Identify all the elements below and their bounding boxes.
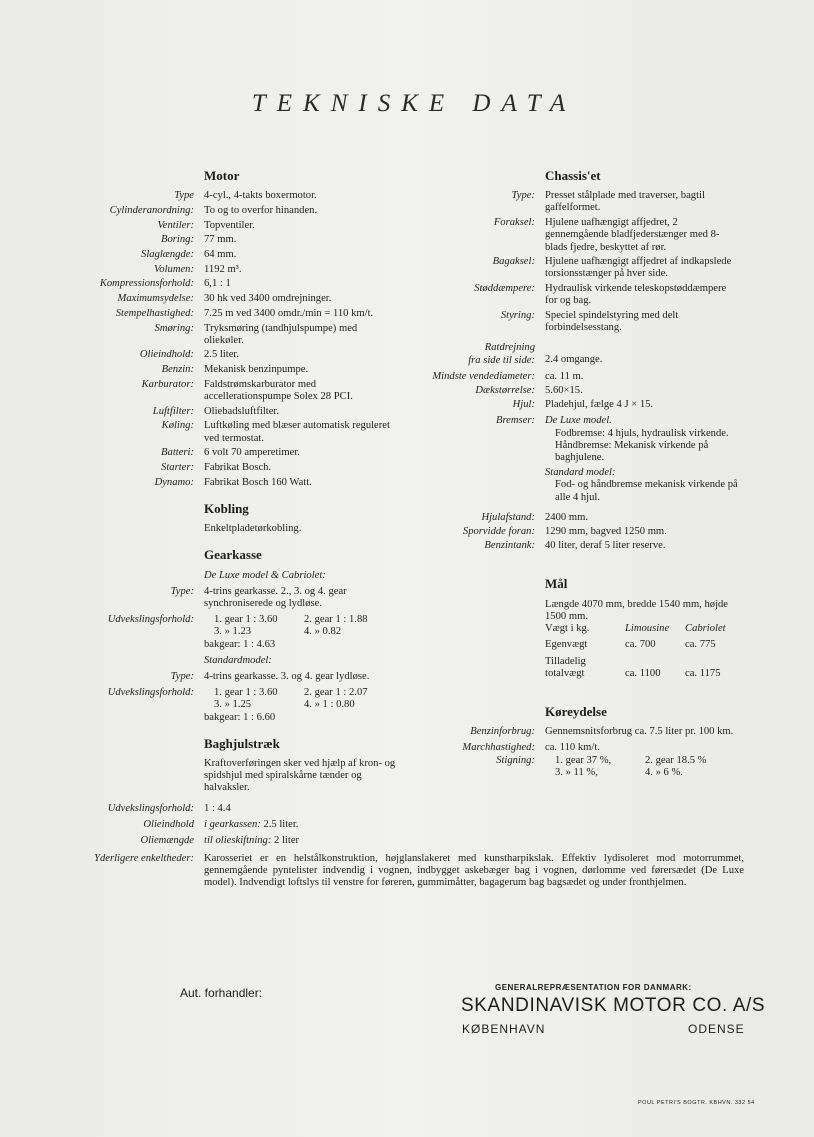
spec-label: Batteri:	[161, 447, 194, 459]
spec-row	[0, 293, 400, 305]
spec-row	[0, 190, 400, 202]
spec-value: Pladehjul, fælge 4 J × 15.	[545, 399, 654, 411]
spec-label: Type:	[170, 671, 194, 682]
right-column	[408, 170, 814, 779]
weight-label: Egenvægt	[545, 639, 588, 651]
spec-label: Hjulafstand:	[481, 511, 535, 523]
dealer-label: Aut. forhandler:	[180, 986, 263, 1000]
spec-label: Dynamo:	[154, 476, 194, 488]
spec-row	[408, 399, 814, 411]
brakes-standard-subheading: Standard model:	[545, 467, 616, 479]
spec-value: 2.4 omgange.	[545, 354, 603, 366]
spec-label: Type:	[511, 190, 535, 202]
spec-value: 5.60×15.	[545, 385, 583, 397]
city-right: ODENSE	[688, 1022, 745, 1036]
spec-row	[0, 447, 400, 459]
spec-label: Type	[174, 190, 194, 202]
spec-label: Cylinderanordning:	[109, 204, 194, 216]
spec-value: Luftkøling med blæser automatisk reguleret ved termostat.	[204, 420, 390, 444]
gear-ratio-grid	[204, 687, 396, 711]
spec-value: 64 mm.	[204, 249, 237, 261]
weight-row	[545, 639, 814, 651]
maal-text: Længde 4070 mm, bredde 1540 mm, højde 1500 mm.	[545, 598, 729, 622]
spec-row	[408, 283, 814, 307]
spec-label: Starter:	[161, 462, 194, 474]
spec-label: Type:	[170, 585, 194, 597]
turning-label-line: Ratdrejning	[484, 342, 535, 354]
spec-label: Luftfilter:	[152, 405, 194, 417]
spec-value: 40 liter, deraf 5 liter reserve.	[545, 540, 666, 552]
general-representation: GENERALREPRÆSENTATION FOR DANMARK:	[495, 983, 692, 992]
spec-label: Hjul:	[512, 399, 535, 411]
weight-limousine: ca. 1100	[625, 667, 661, 679]
gear-ratio: 2. gear 1 : 2.07	[304, 687, 368, 699]
spec-label: Benzinforbrug:	[470, 726, 535, 738]
motor-spec-list	[0, 190, 400, 489]
gear-ratio-block	[204, 614, 396, 651]
turning-label-line: fra side til side:	[468, 354, 535, 366]
weight-row	[545, 656, 814, 680]
city-left: KØBENHAVN	[462, 1022, 546, 1036]
spec-label: Dækstørrelse:	[475, 385, 535, 397]
spec-value: 2400 mm.	[545, 511, 588, 523]
chassis-spec-list	[408, 190, 814, 334]
reverse-gear: bakgear: 1 : 6.60	[204, 711, 276, 723]
oil-value: 2.5 liter.	[263, 818, 299, 830]
brakes-deluxe-subheading: De Luxe model.	[545, 415, 612, 427]
spec-row	[408, 310, 814, 334]
spec-row	[0, 323, 400, 347]
baghjulstraek-heading: Baghjulstræk	[204, 735, 280, 751]
spec-label: Boring:	[161, 234, 194, 246]
spec-label: Bremser:	[495, 415, 535, 427]
climb-value: 4. » 6 %.	[645, 766, 683, 778]
weight-header: Vægt i kg.	[545, 623, 590, 635]
spec-value: 4-trins gearkasse. 3. og 4. gear lydløse.	[204, 671, 370, 682]
spec-value: 1192 m³.	[204, 263, 242, 275]
spec-value: Oliebadsluftfilter.	[204, 405, 280, 417]
oilamount-prefix: til olieskiftning:	[204, 835, 272, 847]
spec-row	[0, 234, 400, 246]
gearkasse-heading: Gearkasse	[204, 547, 262, 563]
brakes-block	[545, 415, 741, 503]
chassis-spec-list-3	[408, 512, 814, 553]
motor-heading: Motor	[204, 168, 240, 183]
company-name: SKANDINAVISK MOTOR CO. A/S	[461, 995, 766, 1016]
spec-value: ca. 11 m.	[545, 370, 584, 382]
spec-row	[0, 420, 400, 444]
weight-limousine: ca. 700	[625, 639, 656, 651]
spec-label: Slaglængde:	[141, 249, 194, 261]
spec-row	[408, 256, 814, 280]
spec-value: Mekanisk benzinpumpe.	[204, 364, 309, 376]
spec-row	[0, 462, 400, 474]
spec-label: Maximumsydelse:	[117, 293, 194, 305]
spec-row	[0, 278, 400, 290]
chassis-heading: Chassis'et	[545, 168, 601, 183]
spec-row	[0, 364, 400, 376]
spec-value: 1290 mm, bagved 1250 mm.	[545, 526, 667, 538]
spec-label: Smøring:	[154, 322, 194, 334]
spec-label: Karburator:	[141, 378, 194, 390]
spec-row	[408, 190, 814, 214]
spec-value: Tryksmøring (tandhjulspumpe) med oliekøler.	[204, 322, 358, 346]
spec-label: Olieindhold	[143, 818, 194, 830]
brakes-hand: Håndbremse: Mekanisk virkende på baghjulene.	[555, 439, 709, 464]
spec-row	[408, 540, 814, 552]
spec-row	[408, 526, 814, 538]
oil-prefix: i gearkassen:	[204, 818, 261, 830]
left-column	[0, 170, 400, 847]
gear-ratio: 4. » 0.82	[304, 626, 342, 638]
weight-header: Limousine	[625, 623, 670, 635]
gear-ratio: 3. » 1.23	[214, 626, 252, 638]
spec-value: Topventiler.	[204, 219, 255, 231]
spec-row	[0, 205, 400, 217]
spec-value	[204, 819, 396, 831]
spec-label	[408, 342, 545, 366]
spec-label: Mindste vendediameter:	[432, 370, 535, 382]
spec-row	[0, 835, 400, 847]
spec-row	[0, 803, 400, 815]
spec-value: Hjulene uafhængigt affjedret af indkapslede torsionsstænger på hver side.	[545, 256, 732, 280]
spec-value: 6 volt 70 amperetimer.	[204, 447, 300, 459]
spec-value: ca. 110 km/t.	[545, 742, 600, 754]
spec-row	[408, 726, 814, 738]
spec-row	[0, 264, 400, 276]
koreydelse-heading: Køreydelse	[545, 703, 607, 719]
spec-row	[0, 349, 400, 361]
weight-label: Tilladelig totalvægt	[545, 655, 586, 679]
spec-label: Udvekslingsforhold:	[107, 614, 194, 626]
chassis-spec-list-2	[408, 371, 814, 412]
spec-value: 7.25 m ved 3400 omdr./min = 110 km/t.	[204, 307, 374, 319]
weight-header: Cabriolet	[685, 623, 726, 635]
baghjulstraek-text: Kraftoverføringen sker ved hjælp af kron- og spidshjul med spiralskårne tænder og halvaksler.	[204, 758, 396, 794]
spec-value: Speciel spindelstyring med delt forbindelsesstang.	[545, 310, 679, 334]
spec-row	[408, 342, 814, 366]
kobling-text: Enkeltpladetørkobling.	[204, 523, 302, 535]
gear-ratio: 3. » 1.25	[214, 699, 252, 711]
weight-cabriolet: ca. 1175	[685, 667, 721, 679]
weight-cabriolet: ca. 775	[685, 639, 716, 651]
spec-row	[0, 819, 400, 831]
spec-label: Køling:	[161, 420, 194, 432]
spec-row	[0, 406, 400, 418]
spec-value: To og to overfor hinanden.	[204, 204, 318, 216]
spec-label: Støddæmpere:	[474, 283, 535, 295]
gear-ratio: 4. » 1 : 0.80	[304, 699, 355, 711]
spec-label: Stempelhastighed:	[115, 307, 194, 319]
climb-grid	[545, 755, 741, 779]
spec-label: Sporvidde foran:	[462, 526, 535, 538]
gear-ratio: 2. gear 1 : 1.88	[304, 614, 368, 626]
spec-value: Faldstrømskarburator med accellerationspumpe Solex 28 PCI.	[204, 378, 353, 403]
spec-row	[408, 415, 814, 503]
spec-value: Presset stålplade med traverser, bagtil gaffelformet.	[545, 190, 705, 214]
gear-ratio-block	[204, 687, 396, 724]
spec-value: 4-trins gearkasse. 2., 3. og 4. gear synchroniserede og lydløse.	[204, 585, 347, 609]
extra-text: Karosseriet er en helstålkonstruktion, højglanslakeret med kunstharpikslak. Effektiv lydisoleret mod motorrummet, gennemgående pyntelister indvendig i vognen, indbygget askebæger bag i vognen, dørlomme ved førersædet (De Luxe model). Indvendigt loftslys til venstre for føreren, gummimåtter, bagagerum bag bagsædet og under fronthjelmen.	[204, 853, 744, 889]
spec-row	[0, 614, 400, 651]
spec-row	[0, 379, 400, 403]
gearkasse-deluxe-subheading: De Luxe model & Cabriolet:	[204, 569, 326, 581]
spec-value: Fabrikat Bosch.	[204, 462, 272, 474]
spec-value: Hjulene uafhængigt affjedret, 2 gennemgående bladfjederstænger med 8-blads fjedre, beskyttet af rør.	[545, 217, 720, 253]
spec-row	[408, 742, 814, 754]
spec-value: 30 hk ved 3400 omdrejninger.	[204, 293, 332, 305]
spec-label: Ventiler:	[157, 219, 194, 231]
spec-row	[408, 755, 814, 779]
spec-row	[408, 371, 814, 383]
page-title: TEKNISKE DATA	[251, 90, 577, 117]
brakes-standard-text: Fod- og håndbremse mekanisk virkende på alle 4 hjul.	[555, 479, 738, 503]
gear-ratio-grid	[204, 614, 396, 638]
spec-label: Marchhastighed:	[462, 742, 535, 754]
spec-label: Styring:	[500, 310, 535, 322]
spec-value: 4-cyl., 4-takts boxermotor.	[204, 190, 317, 202]
spec-label: Benzintank:	[484, 540, 535, 552]
spec-value	[204, 835, 396, 847]
spec-value: 2.5 liter.	[204, 349, 240, 361]
spec-row	[0, 308, 400, 320]
oilamount-value: 2 liter	[274, 835, 300, 847]
climb-value: 1. gear 37 %,	[555, 754, 612, 766]
spec-label: Olieindhold:	[139, 349, 194, 361]
spec-label: Volumen:	[153, 263, 194, 275]
spec-row	[408, 217, 814, 254]
extra-label: Yderligere enkeltheder:	[94, 853, 194, 864]
spec-label: Udvekslingsforhold:	[107, 802, 194, 814]
spec-value: 6,1 : 1	[204, 278, 231, 290]
kobling-heading: Kobling	[204, 500, 249, 516]
spec-value: 77 mm.	[204, 234, 237, 246]
spec-row	[0, 586, 400, 610]
extra-details	[0, 853, 814, 890]
spec-row	[408, 385, 814, 397]
spec-row	[0, 477, 400, 489]
gearkasse-standard-subheading: Standardmodel:	[204, 654, 272, 666]
spec-label: Oliemængde	[140, 835, 194, 847]
gear-ratio: 1. gear 1 : 3.60	[214, 687, 278, 699]
spec-value: Gennemsnitsforbrug ca. 7.5 liter pr. 100 km.	[545, 726, 734, 738]
weight-table	[545, 623, 814, 635]
spec-row	[0, 220, 400, 232]
spec-row	[0, 671, 400, 683]
spec-label: Bagaksel:	[492, 256, 535, 268]
climb-value: 2. gear 18.5 %	[645, 754, 707, 766]
spec-label: Benzin:	[161, 364, 194, 376]
spec-label: Udvekslingsforhold:	[107, 687, 194, 699]
gear-ratio: 1. gear 1 : 3.60	[214, 614, 278, 626]
reverse-gear: bakgear: 1 : 4.63	[204, 638, 276, 650]
spec-row	[0, 687, 400, 724]
maal-heading: Mål	[545, 576, 568, 592]
spec-value: Fabrikat Bosch 160 Watt.	[204, 476, 312, 488]
spec-row	[408, 512, 814, 524]
climb-value: 3. » 11 %,	[555, 766, 598, 778]
spec-row	[0, 249, 400, 261]
printer-imprint: POUL PETRI'S BOGTR. KBHVN. 332 54	[638, 1100, 755, 1106]
spec-value: 1 : 4.4	[204, 802, 231, 814]
brakes-foot: Fodbremse: 4 hjuls, hydraulisk virkende.	[555, 427, 729, 439]
spec-label: Foraksel:	[493, 217, 535, 229]
spec-label: Stigning:	[496, 754, 535, 766]
spec-value: Hydraulisk virkende teleskopstøddæmpere for og bag.	[545, 283, 727, 307]
spec-label: Kompressionsforhold:	[99, 278, 194, 290]
